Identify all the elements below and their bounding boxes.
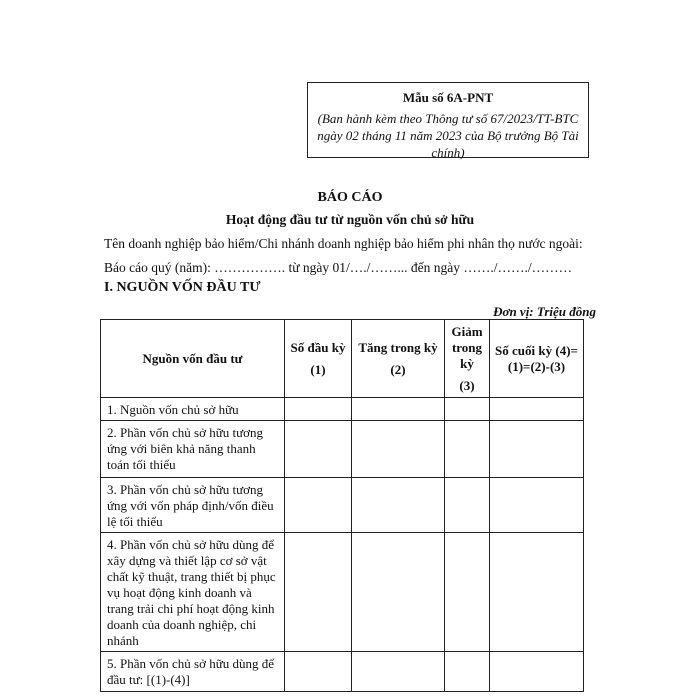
value-cell	[445, 478, 490, 533]
header-closing	[490, 320, 584, 398]
header-label: Số đầu kỳ	[290, 339, 346, 355]
header-label: Nguồn vốn đầu tư	[142, 350, 243, 366]
table-header-row	[101, 320, 584, 398]
header-num: (3)	[459, 377, 475, 393]
value-cell	[352, 652, 445, 692]
header-label: Tăng trong kỳ	[358, 339, 438, 355]
form-code-box	[307, 82, 589, 158]
table-row	[101, 478, 584, 533]
header-increase	[352, 320, 445, 398]
report-period-line: Báo cáo quý (năm): ……………. từ ngày 01/…./……... đến ngày ……./……./………	[104, 260, 573, 275]
value-cell	[285, 478, 352, 533]
value-cell	[490, 478, 584, 533]
form-code: Mẫu số 6A-PNT	[402, 90, 494, 105]
header-label: Giảm trong kỳ	[451, 323, 483, 371]
value-cell	[285, 398, 352, 421]
value-cell	[352, 398, 445, 421]
value-cell	[352, 421, 445, 478]
row-label: 5. Phần vốn chủ sở hữu dùng để đầu tư: [(1)-(4)]	[101, 652, 285, 692]
row-label: 4. Phần vốn chủ sở hữu dùng để xây dựng và thiết lập cơ sở vật chất kỹ thuật, trang thiết bị phục vụ hoạt động kinh doanh và trang trải chi phí hoạt động kinh doanh của doanh nghiệp, chi nhánh	[101, 533, 285, 652]
header-opening	[285, 320, 352, 398]
value-cell	[445, 398, 490, 421]
table-row	[101, 421, 584, 478]
value-cell	[445, 533, 490, 652]
investment-sources-table	[100, 319, 584, 692]
header-source	[101, 320, 285, 398]
table-row	[101, 398, 584, 421]
unit-label: Đơn vị: Triệu đồng	[493, 304, 596, 319]
value-cell	[285, 533, 352, 652]
value-cell	[445, 652, 490, 692]
row-label: 2. Phần vốn chủ sở hữu tương ứng với biên khả năng thanh toán tối thiểu	[101, 421, 285, 478]
value-cell	[352, 478, 445, 533]
row-label: 1. Nguồn vốn chủ sở hữu	[101, 398, 285, 421]
form-issued-note: (Ban hành kèm theo Thông tư số 67/2023/TT-BTC ngày 02 tháng 11 năm 2023 của Bộ trưởng Bộ Tài chính)	[317, 111, 579, 160]
table-row	[101, 533, 584, 652]
table-row	[101, 652, 584, 692]
value-cell	[490, 652, 584, 692]
report-subtitle: Hoạt động đầu tư từ nguồn vốn chủ sở hữu	[225, 212, 475, 227]
header-num: (1)	[310, 361, 326, 377]
section-title: I. NGUỒN VỐN ĐẦU TƯ	[104, 280, 261, 295]
value-cell	[490, 421, 584, 478]
company-name-line: Tên doanh nghiệp bảo hiểm/Chi nhánh doanh nghiệp bảo hiểm phi nhân thọ nước ngoài:	[104, 236, 583, 251]
value-cell	[285, 652, 352, 692]
report-title: BÁO CÁO	[317, 190, 383, 205]
header-num: (2)	[390, 361, 406, 377]
row-label: 3. Phần vốn chủ sở hữu tương ứng với vốn pháp định/vốn điều lệ tối thiểu	[101, 478, 285, 533]
value-cell	[490, 533, 584, 652]
value-cell	[490, 398, 584, 421]
header-decrease	[445, 320, 490, 398]
value-cell	[445, 421, 490, 478]
value-cell	[352, 533, 445, 652]
value-cell	[285, 421, 352, 478]
header-label: Số cuối kỳ (4)=(1)=(2)-(3)	[495, 342, 578, 374]
